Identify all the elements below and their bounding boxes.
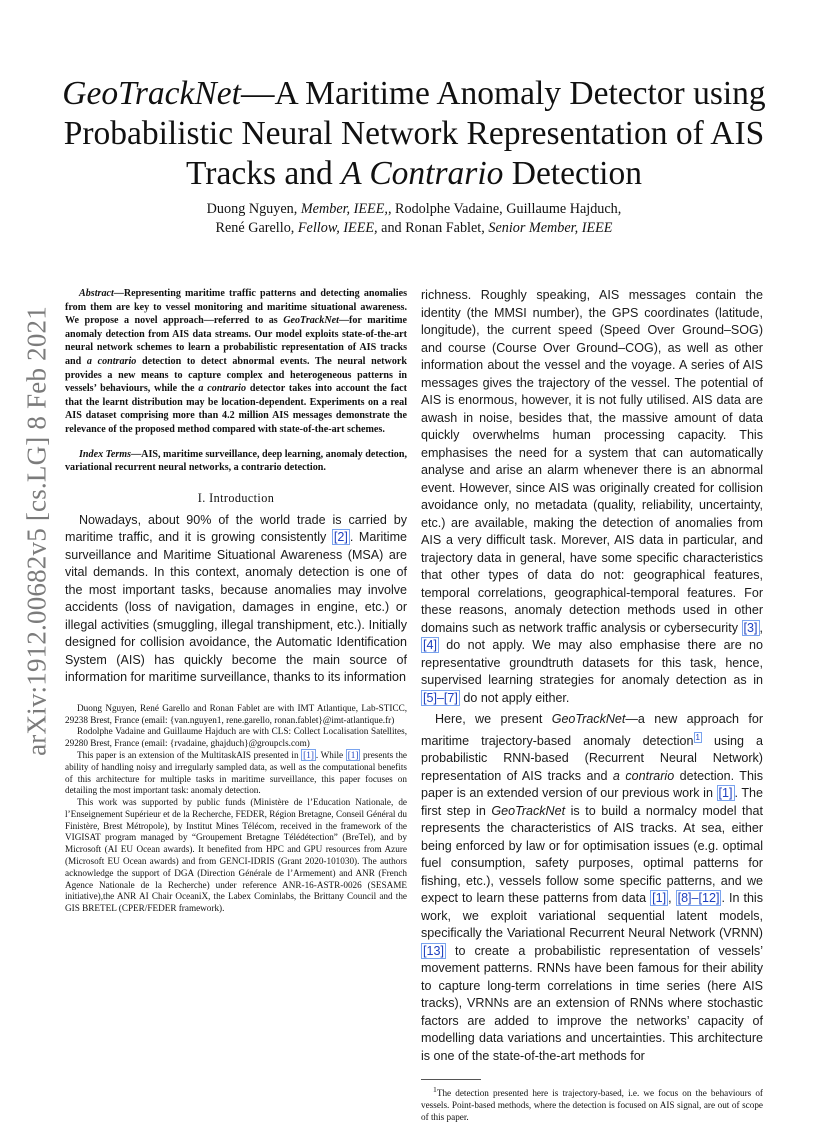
body-text: to create a probabilistic representation of vessels’ movement patterns. RNNs have been famous for their ability to capture long-term correlations in time series (here AIS tracks), VRNNs are an extension of RNNs where stochastic factors are added to improve the networks’ capacity of modelling data variations and uncertainties. This architecture is one of the state-of-the-art methods for — [421, 943, 763, 1063]
citation-link[interactable]: [8]–[12] — [677, 891, 720, 906]
right-column — [421, 287, 763, 1124]
abstract-text: detection to detect abnormal events. The neural network provides a new means to capture complex and heterogeneous patterns in vessels’ behaviours, while the — [65, 355, 407, 395]
body-text: . The first step in — [421, 786, 763, 818]
footnote-marker[interactable]: 1 — [695, 732, 700, 742]
footnote-number: 1 — [433, 1085, 437, 1095]
body-text: . Maritime surveillance and Maritime Situational Awareness (MSA) are vital demands. In this context, anomaly detection is one of the most important tasks, because anomalies may involve accidents (loss of navigation, damages in engine, etc.) or illegal activities (smuggling, illegal transhipment, etc.). Initially designed for collision avoidance, the Automatic Identification System (AIS) has quickly become the main source of information for maritime surveillance, thanks to its information — [65, 530, 407, 685]
citation-link[interactable]: [1] — [718, 786, 733, 801]
abstract-label: Abstract — [79, 288, 114, 299]
abstract-italic: a contrario — [198, 383, 246, 395]
citation-link[interactable]: [3] — [743, 620, 758, 635]
index-terms — [65, 448, 407, 475]
title-italic: GeoTrackNet — [62, 75, 241, 112]
abstract-text: detector takes into account the fact that the learnt distribution may be location-dependent. Experiments on a real AIS dataset comprising more than 4.2 million AIS messages demonstrate the relevance of the proposed method compared with state-of-the-art schemes. — [65, 383, 407, 435]
body-text: is to build a normalcy model that represents the characteristics of AIS tracks. At sea, either being enforced by law or for optimisation issues (e.g. optimal fuel consumption, safety purposes, optimal patterns for fishing, etc.), vessels follow some specific patterns, and we expect to learn these patterns from data — [421, 803, 763, 906]
author-line-2 — [60, 219, 768, 238]
citation-link[interactable]: [4] — [423, 638, 437, 652]
arxiv-identifier — [22, 296, 52, 766]
abstract-text: —for maritime anomaly detection from AIS data streams. Our model exploits state-of-the-art neural network schemes to learn a probabilistic representation of AIS tracks and — [65, 315, 407, 367]
body-text: . In this work, we exploit variational sequential latent models, specifically the Variational Recurrent Neural Network (VRNN) — [421, 891, 763, 941]
footnote — [421, 1084, 763, 1123]
body-italic: a contrario — [612, 768, 675, 783]
title-end: Detection — [503, 155, 642, 192]
body-text: do not apply either. — [459, 690, 570, 705]
author-name: Duong Nguyen, — [206, 201, 301, 217]
author-list — [60, 200, 768, 238]
abstract-italic: a contrario — [86, 355, 137, 367]
citation-link[interactable]: [1] — [652, 891, 667, 906]
body-text: , — [668, 891, 676, 906]
body-text: Here, we present — [435, 712, 552, 726]
arxiv-identifier-text: arXiv:1912.00682v5 [cs.LG] 8 Feb 2021 — [21, 306, 52, 756]
footnotes — [65, 703, 407, 915]
citation-link[interactable]: [13] — [423, 943, 444, 958]
footnote-text: presents the ability of handling noisy and irregularly sampled data, as well as the computational benefits of this architecture for multiple tasks in maritime surveillance, this paper focuses on detailing the most important task: anomaly detection. — [65, 749, 407, 796]
citation-link[interactable]: [2] — [333, 530, 348, 545]
author-name: René Garello, — [215, 220, 298, 236]
footnote: Rodolphe Vadaine and Guillaume Hajduch are with CLS: Collect Localisation Satellites, 29280 Brest, France (email: {rvadaine, ghajduch}@groupcls.com) — [65, 726, 407, 749]
author-name: and Ronan Fablet, — [377, 220, 489, 236]
footnote: Duong Nguyen, René Garello and Ronan Fablet are with IMT Atlantique, Lab-STICC, 29238 Brest, France (email: {van.nguyen1, rene.garello, ronan.fablet}@imt-atlantique.fr) — [65, 702, 407, 725]
body-paragraph — [421, 711, 763, 1065]
author-affil: Fellow, IEEE, — [297, 220, 378, 236]
index-terms-text: —AIS, maritime surveillance, deep learning, anomaly detection, variational recurrent neural networks, a contrario detection. — [65, 448, 407, 474]
footnote-text: The detection presented here is trajectory-based, i.e. we focus on the behaviours of vessels. Point-based methods, where the detection is focused on AIS signal, are out of scope of this paper. — [421, 1088, 763, 1122]
citation-link[interactable]: [1] — [303, 749, 314, 760]
body-text: do not apply. We may also emphasise there are no representative groundtruth datasets for this task, hence, supervised learning strategies for anomaly detection as in — [421, 638, 763, 687]
body-italic: GeoTrackNet — [551, 712, 626, 726]
abstract — [65, 287, 407, 437]
intro-paragraph — [65, 512, 407, 687]
footnote-text: This paper is an extension of the MultitaskAIS presented in — [77, 749, 302, 760]
index-terms-label: Index Terms — [79, 448, 132, 460]
body-paragraph — [421, 287, 763, 707]
paper-title — [60, 74, 768, 194]
body-text: , — [759, 620, 763, 635]
abstract-italic: GeoTrackNet — [283, 315, 339, 327]
body-text: richness. Roughly speaking, AIS messages contain the identity (the MMSI number), the GPS coordinates (latitude, longitude), the current speed (Speed Over Ground–SOG) and course (Course Over Ground–COG), as well as other information about the vessel and the voyage. A series of AIS messages gives the trajectory of the vessel. The potential of AIS is enormous, however, it is not fully utilised. AIS data are awash in noise, besides that, the massive amount of data quickly overwhelms human processing capacity. This emphasises the need for a system that can automatically analyse and arise an alarm whenever there is an abnormal event. However, since AIS was originally created for collision avoidance only, no metadata (quality, reliability, uncertainty, etc.) are available, making the detection of anomalies from AIS a very difficult task. Morever, AIS data in particular, and trajectory data in general, have some specific characteristics that other types of data do not: geographical features, temporal correlations, geographical-temporal features. For these reasons, anomaly detection methods used in other domains such as network traffic analysis or cybersecurity — [421, 288, 763, 635]
body-text: detection. This paper is an extended version of our previous work in — [421, 768, 763, 801]
body-text: —a new approach for maritime trajectory-based anomaly detection — [421, 712, 763, 748]
footnote: This work was supported by public funds (Ministère de l’Education Nationale, de l’Enseignement Supérieur et de la Recherche, FEDER, Région Bretagne, Conseil Général du Finistère, Brest Métropole), by Institut Mines Télécom, received in the framework of the VIGISAT program managed by “Groupement Bretagne Télédétection” (BreTel), and by Microsoft (AI EU Ocean awards). It benefited from HPC and GPU resources from Azure (Microsoft EU Ocean awards) and from GENCI-IDRIS (Grant 2020-101030). The authors acknowledge the support of DGA (Direction Générale de l’Armement) and ANR (French Agence Nationale de la Recherche) under reference ANR-16-ASTR-0026 (SESAME initiative),the ANR AI Chair OceaniX, the Labex Cominlabs, the Brittany Council and the GIS BRETEL (CPER/FEDER framework). — [65, 797, 407, 914]
citation-link[interactable]: [1] — [347, 749, 359, 760]
body-italic: GeoTrackNet — [491, 803, 566, 818]
author-affil: Member, IEEE, — [300, 201, 388, 217]
body-text: Nowadays, about 90% of the world trade is carried by maritime traffic, and it is growing consistently — [65, 512, 407, 545]
title-italic-2: A Contrario — [341, 155, 504, 192]
footnote-text: . While — [315, 749, 346, 760]
author-line-1 — [60, 200, 768, 219]
citation-link[interactable]: [5]–[7] — [423, 690, 458, 705]
section-heading: I. Introduction — [197, 490, 275, 505]
footnote — [65, 750, 407, 797]
abstract-text: —Representing maritime traffic patterns and detecting anomalies from them are key to vessel monitoring and maritime situational awareness. We propose a novel approach—referred to as — [65, 288, 407, 327]
left-column — [65, 287, 407, 915]
footnote-rule — [421, 1079, 481, 1080]
title-main: —A Maritime Anomaly Detector using Probabilistic Neural Network Representation of AIS Tracks and — [63, 75, 766, 192]
body-text: using a probabilistic RNN-based (Recurrent Neural Network) representation of AIS tracks and — [421, 733, 763, 783]
author-affil: Senior Member, IEEE — [488, 220, 613, 236]
author-name: , Rodolphe Vadaine, Guillaume Hajduch, — [387, 201, 622, 217]
